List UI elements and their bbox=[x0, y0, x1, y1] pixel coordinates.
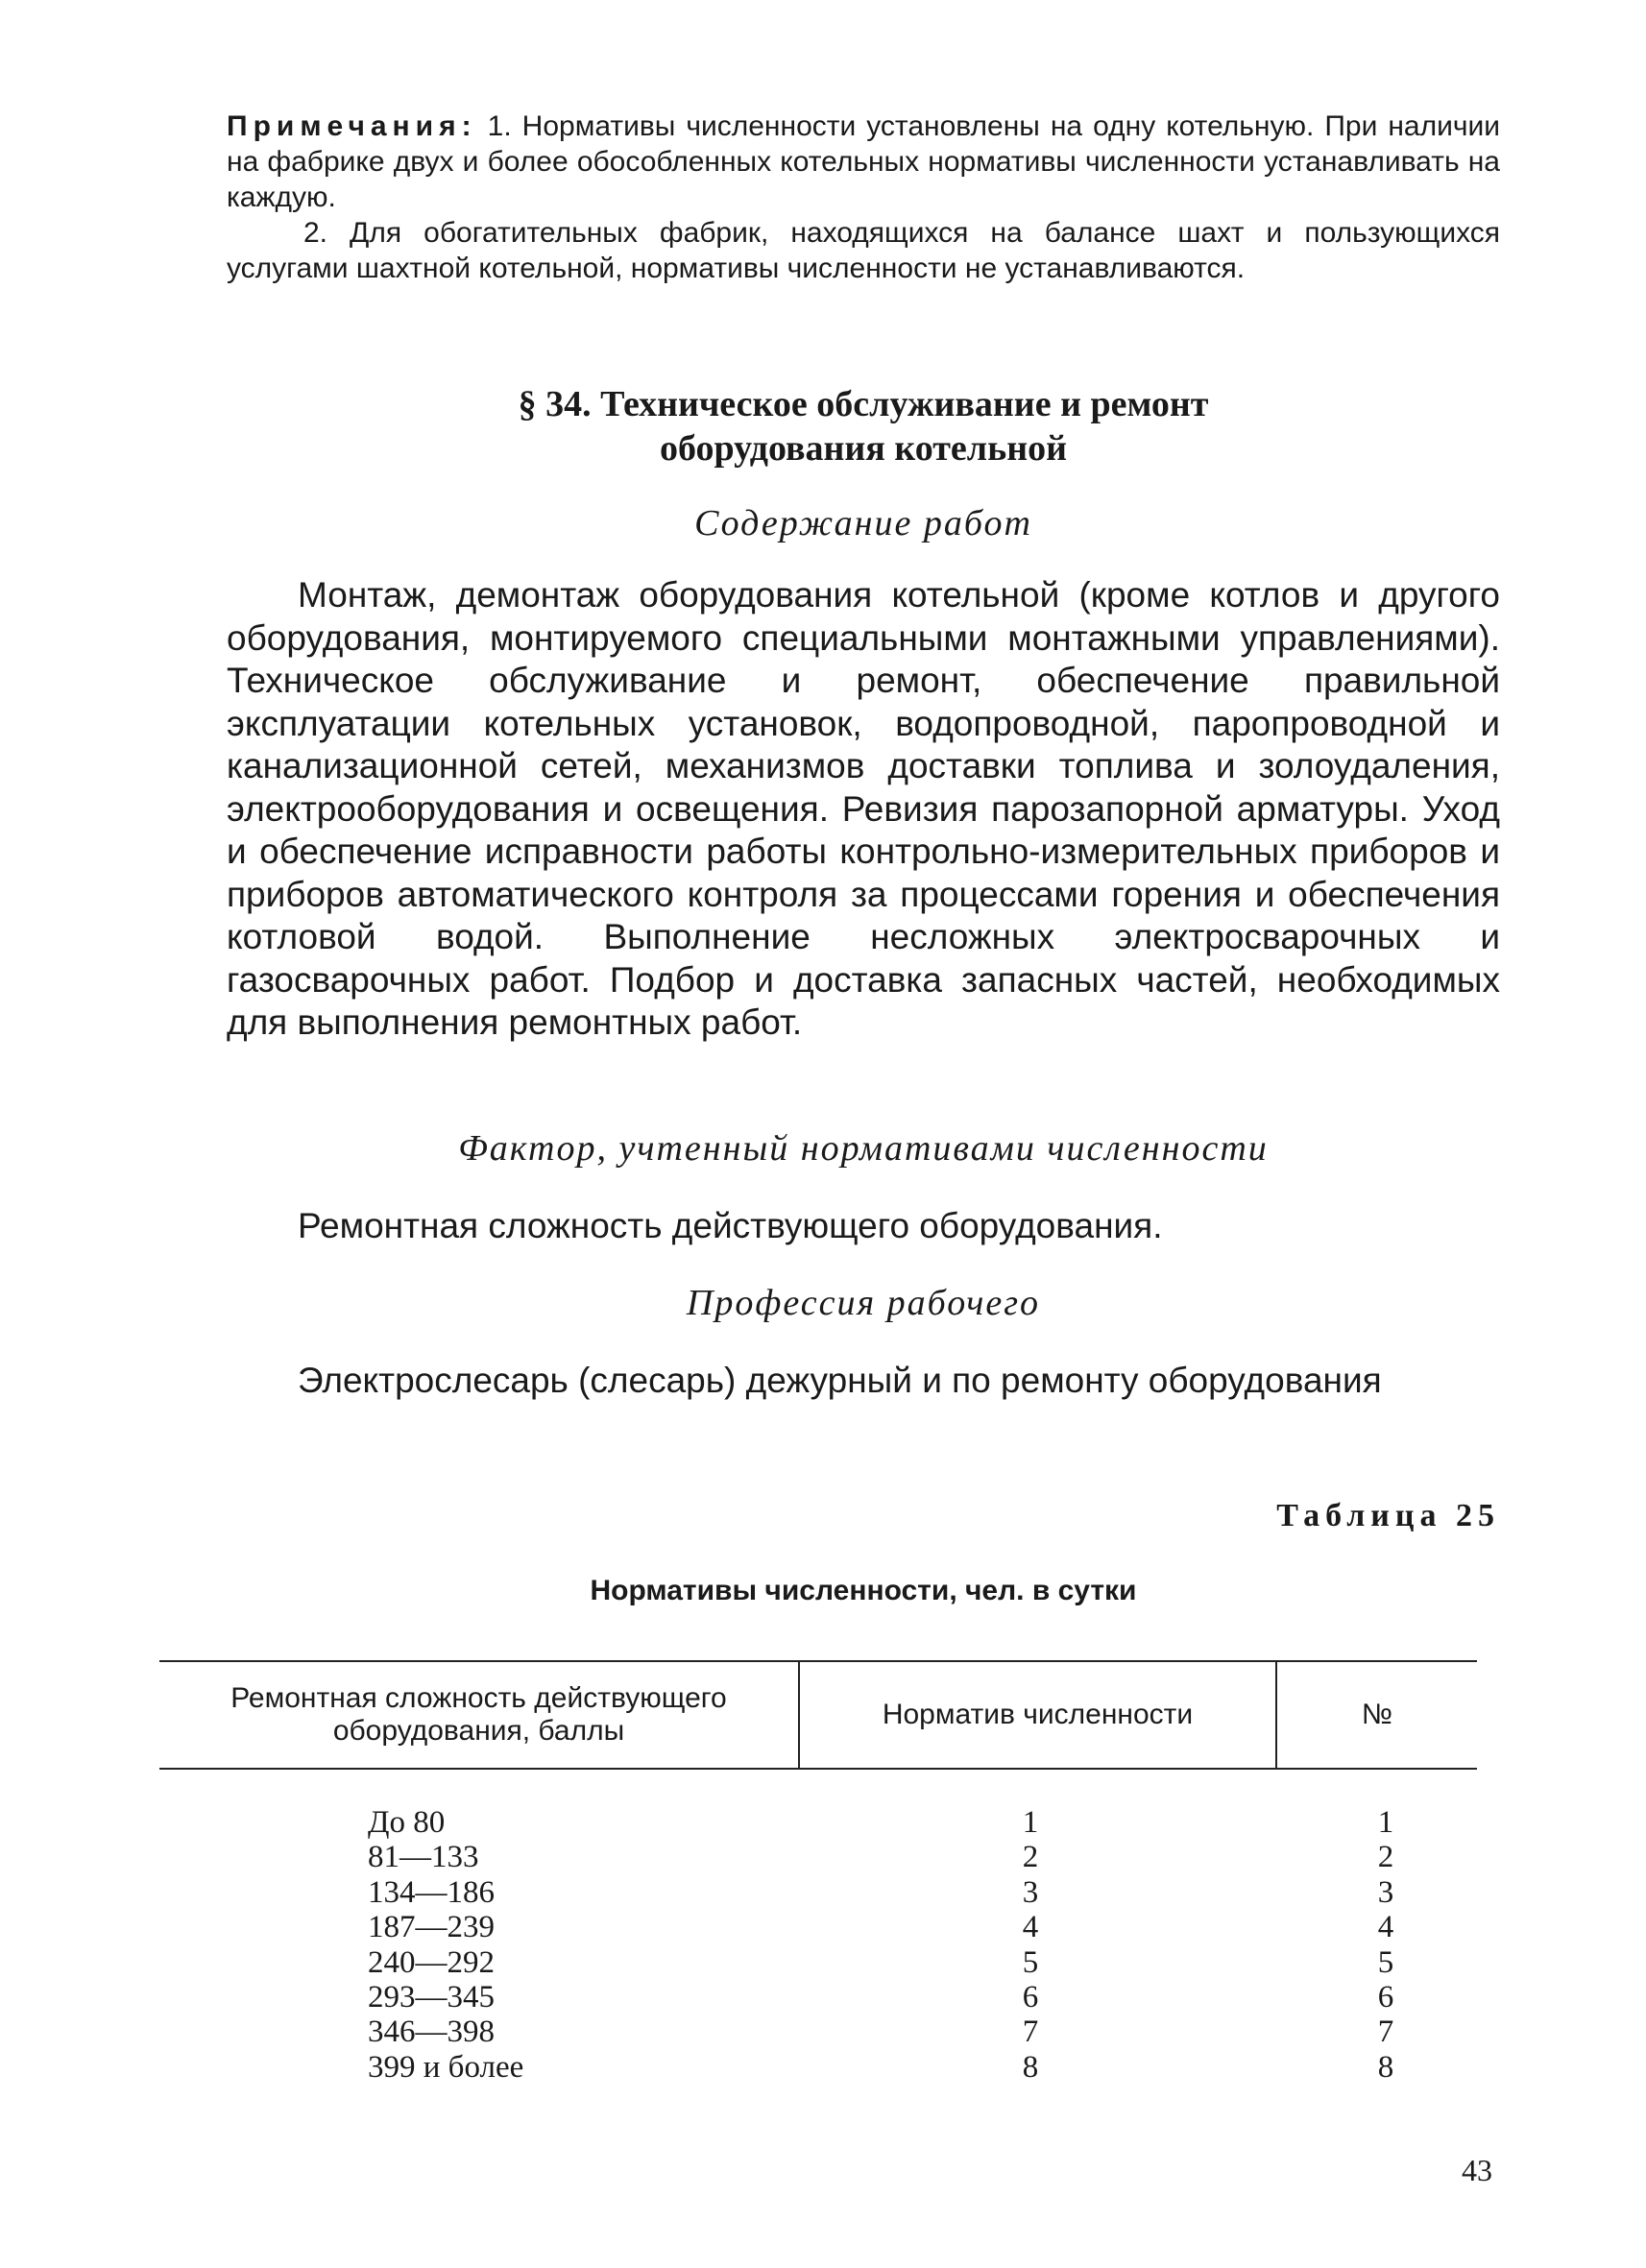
table-cell-norm: 2 bbox=[1022, 1840, 1039, 1875]
header-complexity-line-1: Ремонтная сложность действующего bbox=[230, 1682, 727, 1714]
table-cell-number: 8 bbox=[1377, 2049, 1394, 2085]
section-title-line-2: оборудования котельной bbox=[659, 428, 1067, 469]
header-number: № bbox=[1361, 1699, 1393, 1730]
table-cell-norm: 5 bbox=[1022, 1944, 1039, 1980]
table-cell-range: 81—133 bbox=[368, 1840, 479, 1875]
table-cell-range: 293—345 bbox=[368, 1980, 495, 2015]
notes-block bbox=[227, 109, 1500, 286]
table-label: Таблица 25 bbox=[1276, 1498, 1500, 1533]
table-cell-norm: 8 bbox=[1022, 2049, 1039, 2085]
table-cell-number: 3 bbox=[1377, 1874, 1394, 1910]
table-cell-range: 134—186 bbox=[368, 1874, 495, 1910]
table-cell-norm: 6 bbox=[1022, 1980, 1039, 2015]
table-cell-range: До 80 bbox=[368, 1805, 446, 1840]
table-cell-norm: 4 bbox=[1022, 1910, 1039, 1945]
table-header-rule bbox=[159, 1768, 1477, 1770]
note-1 bbox=[227, 109, 1500, 215]
section-title bbox=[227, 382, 1500, 470]
table-cell-number: 2 bbox=[1377, 1840, 1394, 1875]
column-range bbox=[368, 1805, 523, 2085]
column-norm bbox=[1016, 1805, 1045, 2085]
content-text: Монтаж, демонтаж оборудования котельной (кроме котлов и другого оборудования, монтируемого специальными монтажными управлениями). Техническое обслуживание и ремонт, обеспечение правильной эксплуатации котельных установок, водопроводной, паропроводной и канализационной сетей, механизмов доставки топлива и золоудаления, электрооборудования и освещения. Ревизия парозапорной арматуры. Уход и обеспечение исправности работы контрольно-измерительных приборов и приборов автоматического контроля за процессами горения и обеспечения котловой водой. Выполнение несложных электросварочных и газосварочных работ. Подбор и доставка запасных частей, необходимых для выполнения ремонтных работ. bbox=[227, 575, 1500, 1042]
table-cell-number: 5 bbox=[1377, 1944, 1394, 1980]
header-norm: Норматив численности bbox=[882, 1699, 1194, 1730]
table-cell-range: 346—398 bbox=[368, 2015, 495, 2050]
table-top-rule bbox=[159, 1660, 1477, 1662]
section-title-line-1: § 34. Техническое обслуживание и ремонт bbox=[518, 384, 1209, 424]
table-cell-norm: 7 bbox=[1022, 2015, 1039, 2050]
column-number bbox=[1371, 1805, 1400, 2085]
table-cell-number: 1 bbox=[1377, 1805, 1394, 1840]
header-complexity bbox=[159, 1682, 798, 1748]
profession-text: Электрослесарь (слесарь) дежурный и по ремонту оборудования bbox=[298, 1361, 1382, 1400]
table-cell-range: 399 и более bbox=[368, 2049, 524, 2085]
table-cell-number: 6 bbox=[1377, 1980, 1394, 2015]
note-1-text: 1. Нормативы численности установлены на одну котельную. При наличии на фабрике двух и более обособленных котельных нормативы численности устанавливать на каждую. bbox=[227, 110, 1500, 213]
notes-label: Примечания: bbox=[227, 110, 477, 142]
note-2: 2. Для обогатительных фабрик, находящихся на балансе шахт и пользующихся услугами шахтной котельной, нормативы численности не устанавливаются. bbox=[227, 217, 1500, 284]
page-number: 43 bbox=[1462, 2153, 1492, 2187]
content-heading: Содержание работ bbox=[694, 503, 1032, 543]
table-cell-norm: 1 bbox=[1022, 1805, 1039, 1840]
table-title: Нормативы численности, чел. в сутки bbox=[590, 1575, 1137, 1606]
factor-heading: Фактор, учтенный нормативами численности bbox=[458, 1128, 1269, 1169]
table-cell-number: 7 bbox=[1377, 2015, 1394, 2050]
table-cell-number: 4 bbox=[1377, 1910, 1394, 1945]
profession-heading: Профессия рабочего bbox=[686, 1283, 1041, 1323]
table-cell-range: 187—239 bbox=[368, 1910, 495, 1945]
factor-text: Ремонтная сложность действующего оборудования. bbox=[298, 1206, 1163, 1245]
header-complexity-line-2: оборудования, баллы bbox=[332, 1715, 625, 1747]
table-cell-norm: 3 bbox=[1022, 1874, 1039, 1910]
table-cell-range: 240—292 bbox=[368, 1944, 495, 1980]
